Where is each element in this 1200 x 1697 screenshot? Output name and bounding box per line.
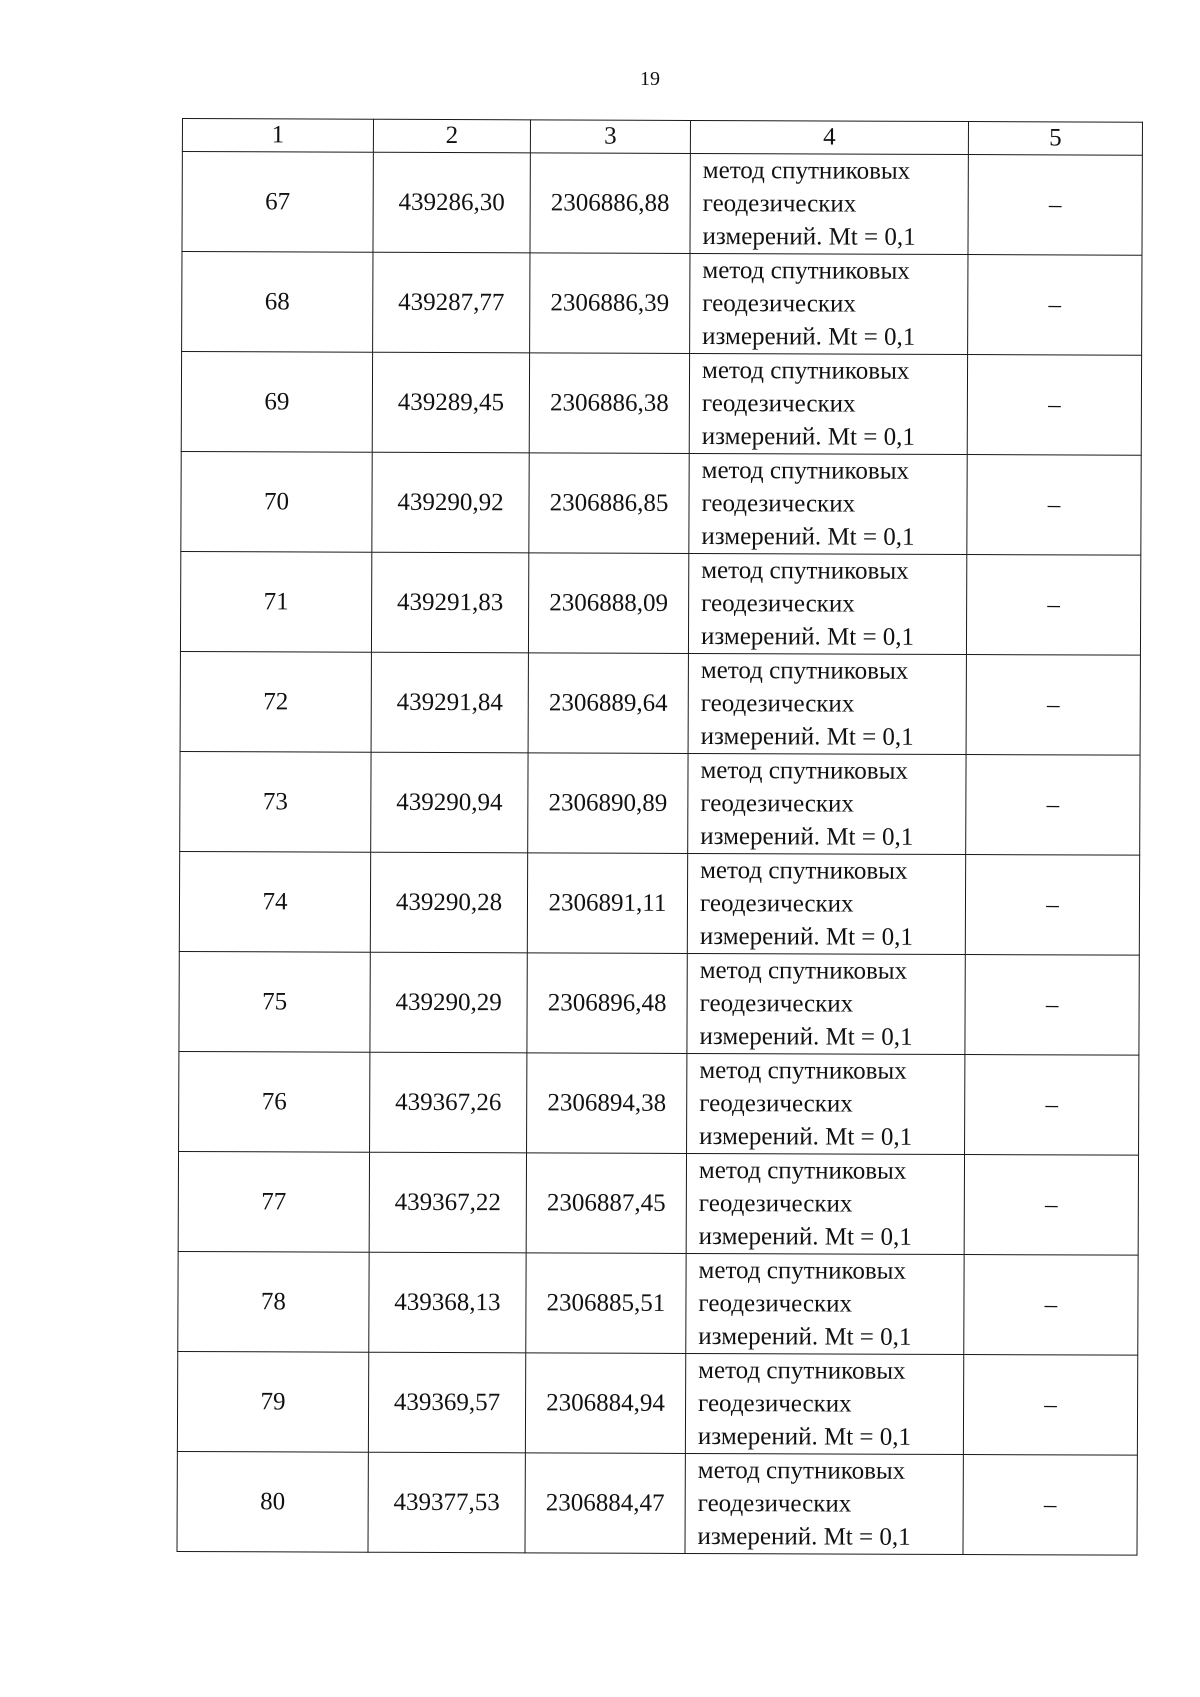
point-number-cell: 70 bbox=[181, 451, 372, 552]
point-number-cell: 71 bbox=[180, 551, 371, 652]
method-text-line: геодезических bbox=[698, 1289, 853, 1318]
note-cell: – bbox=[963, 1455, 1137, 1556]
method-text-line: геодезических bbox=[701, 489, 856, 518]
y-coordinate-cell: 2306886,38 bbox=[529, 353, 689, 454]
method-text-line: измерений. Mt = 0,1 bbox=[699, 1122, 913, 1151]
note-cell: – bbox=[965, 855, 1139, 956]
method-text-line: метод спутниковых bbox=[701, 356, 910, 385]
table-row bbox=[179, 951, 1139, 1055]
table-row bbox=[178, 1251, 1138, 1355]
point-number-cell: 69 bbox=[181, 352, 372, 453]
table-header-row bbox=[182, 119, 1142, 156]
method-text-line: метод спутниковых bbox=[701, 456, 910, 485]
point-number-cell: 72 bbox=[180, 651, 371, 752]
note-cell: – bbox=[964, 1255, 1138, 1356]
method-cell bbox=[688, 653, 966, 754]
table-row bbox=[181, 352, 1141, 456]
point-number-cell: 77 bbox=[178, 1151, 369, 1252]
note-cell: – bbox=[965, 955, 1139, 1056]
method-cell bbox=[690, 253, 968, 354]
note-cell: – bbox=[968, 255, 1142, 356]
method-cell bbox=[689, 353, 967, 454]
method-text-line: метод спутниковых bbox=[702, 256, 910, 285]
table-row bbox=[178, 1151, 1138, 1255]
method-text-line: геодезических bbox=[699, 889, 854, 918]
method-cell bbox=[688, 553, 966, 654]
method-text-line: измерений. Mt = 0,1 bbox=[701, 522, 915, 551]
method-text-line: измерений. Mt = 0,1 bbox=[698, 1322, 912, 1351]
x-coordinate-cell: 439289,45 bbox=[372, 352, 529, 453]
x-coordinate-cell: 439290,29 bbox=[370, 952, 527, 1053]
point-number-cell: 75 bbox=[179, 951, 370, 1052]
point-number-cell: 67 bbox=[182, 152, 373, 253]
method-text-line: измерений. Mt = 0,1 bbox=[702, 322, 916, 351]
method-text-line: измерений. Mt = 0,1 bbox=[698, 1222, 912, 1251]
note-cell: – bbox=[968, 155, 1142, 256]
table-row bbox=[182, 152, 1142, 256]
method-cell bbox=[687, 853, 965, 954]
method-text-line: измерений. Mt = 0,1 bbox=[697, 1422, 912, 1451]
y-coordinate-cell: 2306894,38 bbox=[527, 1053, 687, 1154]
point-number-cell: 74 bbox=[179, 851, 370, 952]
method-cell bbox=[685, 1453, 963, 1554]
y-coordinate-cell: 2306885,51 bbox=[526, 1253, 686, 1354]
method-text-line: геодезических bbox=[699, 989, 854, 1018]
x-coordinate-cell: 439367,26 bbox=[370, 1052, 527, 1153]
method-text-line: геодезических bbox=[698, 1189, 853, 1218]
column-header: 3 bbox=[530, 120, 690, 154]
method-text-line: геодезических bbox=[698, 1389, 852, 1418]
note-cell: – bbox=[967, 455, 1141, 556]
x-coordinate-cell: 439377,53 bbox=[368, 1452, 525, 1553]
column-header: 4 bbox=[690, 120, 968, 154]
method-text-line: метод спутниковых bbox=[698, 1356, 906, 1385]
x-coordinate-cell: 439367,22 bbox=[369, 1152, 526, 1253]
note-cell: – bbox=[967, 355, 1141, 456]
method-text-line: метод спутниковых bbox=[700, 756, 908, 785]
x-coordinate-cell: 439291,83 bbox=[371, 552, 528, 653]
method-text-line: метод спутниковых bbox=[700, 656, 909, 685]
y-coordinate-cell: 2306884,94 bbox=[525, 1353, 685, 1454]
method-text-line: измерений. Mt = 0,1 bbox=[697, 1522, 911, 1551]
point-number-cell: 79 bbox=[177, 1351, 368, 1452]
x-coordinate-cell: 439290,92 bbox=[372, 452, 529, 553]
method-text-line: метод спутниковых bbox=[698, 1156, 907, 1185]
method-cell bbox=[685, 1353, 963, 1454]
method-text-line: геодезических bbox=[701, 589, 855, 618]
method-cell bbox=[686, 1253, 964, 1354]
method-cell bbox=[686, 1153, 964, 1254]
y-coordinate-cell: 2306886,39 bbox=[530, 253, 690, 354]
method-text-line: геодезических bbox=[702, 189, 857, 218]
method-text-line: измерений. Mt = 0,1 bbox=[699, 1022, 913, 1051]
method-cell bbox=[690, 153, 968, 254]
x-coordinate-cell: 439290,28 bbox=[370, 852, 527, 953]
method-text-line: геодезических bbox=[702, 289, 856, 318]
point-number-cell: 78 bbox=[178, 1251, 369, 1352]
x-coordinate-cell: 439369,57 bbox=[368, 1352, 525, 1453]
column-header: 5 bbox=[968, 122, 1142, 156]
table-row bbox=[180, 551, 1140, 655]
table-row bbox=[180, 751, 1140, 855]
y-coordinate-cell: 2306884,47 bbox=[525, 1453, 685, 1554]
method-text-line: метод спутниковых bbox=[697, 1456, 906, 1485]
method-text-line: метод спутниковых bbox=[699, 1056, 907, 1085]
method-text-line: измерений. Mt = 0,1 bbox=[702, 222, 916, 251]
column-header: 1 bbox=[182, 119, 373, 153]
method-text-line: геодезических bbox=[700, 789, 855, 818]
y-coordinate-cell: 2306891,11 bbox=[527, 853, 687, 954]
method-cell bbox=[688, 753, 966, 854]
y-coordinate-cell: 2306896,48 bbox=[527, 953, 687, 1054]
method-text-line: геодезических bbox=[697, 1489, 852, 1518]
method-text-line: метод спутниковых bbox=[699, 956, 908, 985]
y-coordinate-cell: 2306888,09 bbox=[528, 553, 688, 654]
x-coordinate-cell: 439287,77 bbox=[373, 252, 530, 353]
method-cell bbox=[689, 453, 967, 554]
y-coordinate-cell: 2306886,85 bbox=[529, 453, 689, 554]
note-cell: – bbox=[963, 1355, 1137, 1456]
point-number-cell: 68 bbox=[182, 252, 373, 353]
method-text-line: измерений. Mt = 0,1 bbox=[700, 822, 914, 851]
coordinates-table bbox=[176, 118, 1142, 1556]
point-number-cell: 80 bbox=[177, 1451, 368, 1552]
y-coordinate-cell: 2306889,64 bbox=[528, 653, 688, 754]
method-text-line: метод спутниковых bbox=[700, 856, 908, 885]
table-row bbox=[181, 451, 1141, 555]
x-coordinate-cell: 439368,13 bbox=[369, 1252, 526, 1353]
coordinates-table-container bbox=[176, 118, 1141, 1556]
method-text-line: измерений. Mt = 0,1 bbox=[699, 922, 913, 951]
note-cell: – bbox=[966, 555, 1140, 656]
table-row bbox=[180, 651, 1140, 755]
x-coordinate-cell: 439291,84 bbox=[371, 652, 528, 753]
point-number-cell: 76 bbox=[179, 1051, 370, 1152]
method-text-line: геодезических bbox=[700, 689, 855, 718]
note-cell: – bbox=[966, 755, 1140, 856]
method-text-line: геодезических bbox=[701, 389, 856, 418]
point-number-cell: 73 bbox=[180, 751, 371, 852]
table-body bbox=[177, 119, 1142, 1556]
method-text-line: метод спутниковых bbox=[698, 1256, 907, 1285]
method-cell bbox=[687, 1053, 965, 1154]
method-text-line: метод спутниковых bbox=[701, 556, 909, 585]
method-text-line: измерений. Mt = 0,1 bbox=[700, 622, 915, 651]
table-row bbox=[179, 1051, 1139, 1155]
method-cell bbox=[687, 953, 965, 1054]
table-row bbox=[182, 252, 1142, 356]
note-cell: – bbox=[966, 655, 1140, 756]
table-row bbox=[177, 1351, 1137, 1455]
column-header: 2 bbox=[373, 119, 530, 153]
method-text-line: измерений. Mt = 0,1 bbox=[700, 722, 914, 751]
y-coordinate-cell: 2306887,45 bbox=[526, 1153, 686, 1254]
method-text-line: метод спутниковых bbox=[702, 157, 911, 185]
note-cell: – bbox=[964, 1155, 1138, 1256]
x-coordinate-cell: 439290,94 bbox=[371, 752, 528, 853]
y-coordinate-cell: 2306890,89 bbox=[528, 753, 688, 854]
y-coordinate-cell: 2306886,88 bbox=[530, 153, 690, 254]
method-text-line: измерений. Mt = 0,1 bbox=[701, 422, 915, 451]
table-row bbox=[179, 851, 1139, 955]
note-cell: – bbox=[965, 1055, 1139, 1156]
table-row bbox=[177, 1451, 1137, 1555]
page-number: 19 bbox=[640, 68, 660, 90]
method-text-line: геодезических bbox=[699, 1089, 853, 1118]
x-coordinate-cell: 439286,30 bbox=[373, 152, 530, 253]
